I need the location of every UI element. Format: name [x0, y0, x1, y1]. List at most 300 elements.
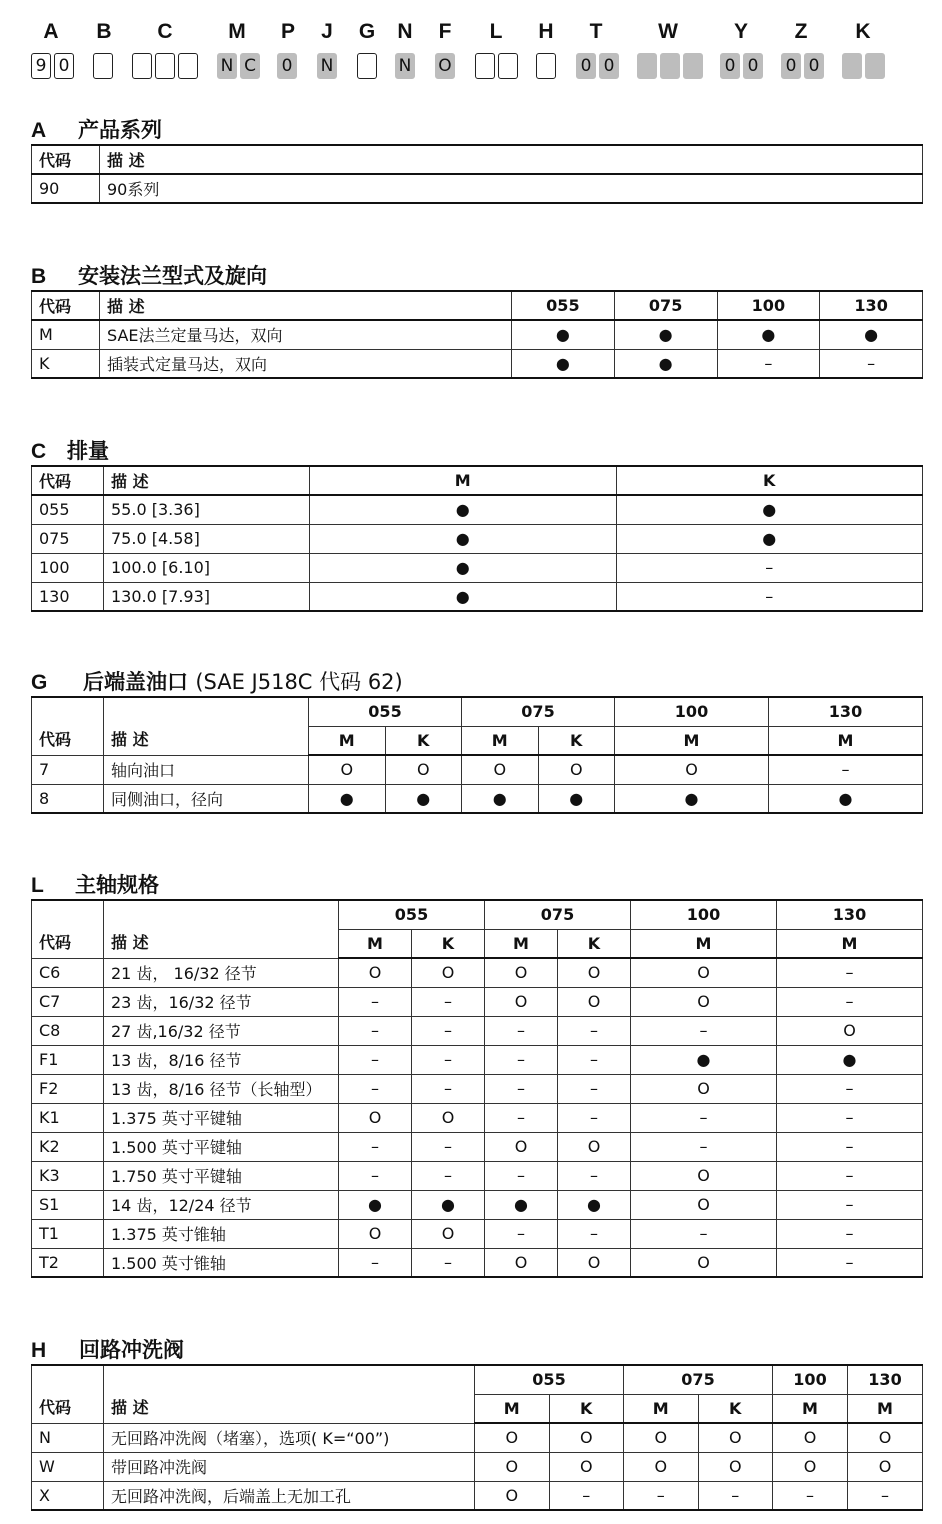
standard-option-dot: ●: [385, 784, 462, 813]
description-cell: 1.750 英寸平键轴: [104, 1161, 339, 1190]
code-cell: 0: [576, 53, 596, 79]
section-title-text: 后端盖油口: [83, 670, 188, 694]
col-subheader: M: [769, 726, 923, 755]
standard-option-dot: ●: [339, 1190, 412, 1219]
not-available-dash: –: [698, 1481, 773, 1510]
code-cell: [475, 53, 495, 79]
standard-option-dot: ●: [616, 524, 923, 553]
code-cell: N: [32, 1423, 104, 1452]
code-field: [93, 53, 113, 79]
description-cell: 130.0 [7.93]: [104, 582, 310, 611]
not-available-dash: –: [558, 1103, 631, 1132]
col-subheader: K: [412, 929, 485, 958]
col-subheader: M: [309, 726, 386, 755]
code-cell: T2: [32, 1248, 104, 1277]
standard-option-dot: ●: [412, 1190, 485, 1219]
col-header-size: 055: [475, 1365, 624, 1394]
not-available-dash: –: [558, 1016, 631, 1045]
optional-option-circle: O: [624, 1452, 699, 1481]
optional-option-circle: O: [339, 1219, 412, 1248]
optional-option-circle: O: [475, 1423, 550, 1452]
code-cell: [536, 53, 556, 79]
not-available-dash: –: [773, 1481, 848, 1510]
code-cell: K: [32, 349, 100, 378]
standard-option-dot: ●: [631, 1045, 777, 1074]
standard-option-dot: ●: [310, 582, 617, 611]
not-available-dash: –: [339, 987, 412, 1016]
code-letter: C: [157, 20, 173, 43]
optional-option-circle: O: [485, 1132, 558, 1161]
col-subheader: K: [538, 726, 615, 755]
section-a: [31, 116, 923, 204]
optional-option-circle: O: [485, 958, 558, 987]
col-header-code: 代码: [32, 900, 104, 958]
standard-option-dot: ●: [462, 784, 539, 813]
col-header-code: 代码: [32, 697, 104, 755]
not-available-dash: –: [777, 958, 923, 987]
description-cell: 21 齿， 16/32 径节: [104, 958, 339, 987]
optional-option-circle: O: [631, 1190, 777, 1219]
code-cell: [498, 53, 518, 79]
table-header-row: [32, 1365, 923, 1394]
description-cell: 1.375 英寸锥轴: [104, 1219, 339, 1248]
description-cell: 带回路冲洗阀: [104, 1452, 475, 1481]
col-subheader: K: [558, 929, 631, 958]
optional-option-circle: O: [615, 755, 769, 784]
standard-option-dot: ●: [485, 1190, 558, 1219]
standard-option-dot: ●: [777, 1045, 923, 1074]
col-subheader: K: [549, 1394, 624, 1423]
col-header-size: 055: [339, 900, 485, 929]
not-available-dash: –: [558, 1074, 631, 1103]
code-cell: 0: [599, 53, 619, 79]
col-subheader: M: [848, 1394, 923, 1423]
code-letter: K: [855, 20, 871, 43]
not-available-dash: –: [485, 1016, 558, 1045]
section-title: [31, 437, 923, 465]
optional-option-circle: O: [538, 755, 615, 784]
optional-option-circle: O: [777, 1016, 923, 1045]
code-cell: C8: [32, 1016, 104, 1045]
standard-option-dot: ●: [538, 784, 615, 813]
code-field: [637, 53, 703, 79]
code-letter: A: [43, 20, 59, 43]
code-cell: 0: [720, 53, 740, 79]
code-cell: [178, 53, 198, 79]
col-header-size: 130: [820, 291, 923, 320]
code-cell: 8: [32, 784, 104, 813]
code-cell: 90: [32, 174, 100, 203]
description-cell: 同侧油口，径向: [104, 784, 309, 813]
standard-option-dot: ●: [614, 320, 717, 349]
code-field: [842, 53, 885, 79]
code-cell: 055: [32, 495, 104, 524]
table-row: [32, 1045, 923, 1074]
not-available-dash: –: [631, 1016, 777, 1045]
code-cell: C: [240, 53, 260, 79]
not-available-dash: –: [339, 1045, 412, 1074]
code-letter: Y: [733, 20, 748, 43]
description-cell: 13 齿，8/16 径节: [104, 1045, 339, 1074]
optional-option-circle: O: [485, 987, 558, 1016]
code-cell: C6: [32, 958, 104, 987]
code-cell: F1: [32, 1045, 104, 1074]
section-letter: H: [31, 1339, 47, 1362]
col-subheader: M: [475, 1394, 550, 1423]
code-field: [435, 53, 455, 79]
optional-option-circle: O: [462, 755, 539, 784]
description-cell: 1.500 英寸平键轴: [104, 1132, 339, 1161]
col-header-size: 075: [462, 697, 615, 726]
code-cell: [357, 53, 377, 79]
col-subheader: M: [339, 929, 412, 958]
code-field: [31, 53, 74, 79]
table-row: [32, 1132, 923, 1161]
description-cell: 23 齿，16/32 径节: [104, 987, 339, 1016]
optional-option-circle: O: [475, 1452, 550, 1481]
optional-option-circle: O: [558, 958, 631, 987]
code-cell: W: [32, 1452, 104, 1481]
code-cell: 0: [277, 53, 297, 79]
optional-option-circle: O: [631, 958, 777, 987]
col-header-size: 100: [615, 697, 769, 726]
code-cell: 0: [781, 53, 801, 79]
section-title-text: 产品系列: [78, 118, 162, 142]
not-available-dash: –: [558, 1045, 631, 1074]
code-cell: [132, 53, 152, 79]
code-cell: M: [32, 320, 100, 349]
standard-option-dot: ●: [615, 784, 769, 813]
description-cell: 1.500 英寸锥轴: [104, 1248, 339, 1277]
optional-option-circle: O: [698, 1452, 773, 1481]
not-available-dash: –: [485, 1103, 558, 1132]
col-header-description: 描 述: [100, 145, 923, 174]
not-available-dash: –: [777, 1219, 923, 1248]
not-available-dash: –: [777, 987, 923, 1016]
not-available-dash: –: [820, 349, 923, 378]
not-available-dash: –: [339, 1016, 412, 1045]
not-available-dash: –: [412, 1045, 485, 1074]
optional-option-circle: O: [631, 1074, 777, 1103]
code-field: [576, 53, 619, 79]
code-cell: C7: [32, 987, 104, 1016]
code-letter: Z: [794, 20, 808, 43]
description-cell: 无回路冲洗阀（堵塞），选项( K=“00”): [104, 1423, 475, 1452]
table-row: [32, 1074, 923, 1103]
col-header-code: 代码: [32, 291, 100, 320]
optional-option-circle: O: [549, 1423, 624, 1452]
loop-flushing-valve-table: [31, 1364, 923, 1511]
code-cell: O: [435, 53, 455, 79]
description-cell: 1.375 英寸平键轴: [104, 1103, 339, 1132]
not-available-dash: –: [412, 1248, 485, 1277]
col-header-size: 100: [717, 291, 820, 320]
code-cell: T1: [32, 1219, 104, 1248]
code-letter: N: [397, 20, 413, 43]
code-cell: S1: [32, 1190, 104, 1219]
table-header-row: [32, 291, 923, 320]
col-subheader: M: [615, 726, 769, 755]
section-g: [31, 668, 923, 814]
col-header-description: 描 述: [104, 1365, 475, 1423]
not-available-dash: –: [777, 1161, 923, 1190]
code-cell: K3: [32, 1161, 104, 1190]
table-row: [32, 582, 923, 611]
optional-option-circle: O: [412, 958, 485, 987]
table-row: [32, 958, 923, 987]
code-cell: 0: [743, 53, 763, 79]
not-available-dash: –: [631, 1132, 777, 1161]
not-available-dash: –: [769, 755, 923, 784]
optional-option-circle: O: [631, 1161, 777, 1190]
table-row: [32, 553, 923, 582]
code-cell: K1: [32, 1103, 104, 1132]
section-letter: A: [31, 119, 47, 142]
section-title: [31, 116, 923, 144]
code-letter: W: [658, 20, 678, 43]
table-row: [32, 755, 923, 784]
col-header-size: 075: [624, 1365, 773, 1394]
table-row: [32, 1423, 923, 1452]
section-l: [31, 871, 923, 1278]
section-title: [31, 1336, 923, 1364]
code-cell: K2: [32, 1132, 104, 1161]
standard-option-dot: ●: [717, 320, 820, 349]
optional-option-circle: O: [631, 1248, 777, 1277]
standard-option-dot: ●: [512, 320, 615, 349]
section-title-text: 排量: [67, 439, 109, 463]
description-cell: 100.0 [6.10]: [104, 553, 310, 582]
not-available-dash: –: [616, 553, 923, 582]
section-letter: C: [31, 440, 47, 463]
optional-option-circle: O: [549, 1452, 624, 1481]
not-available-dash: –: [485, 1045, 558, 1074]
optional-option-circle: O: [773, 1452, 848, 1481]
displacement-table: [31, 465, 923, 612]
not-available-dash: –: [717, 349, 820, 378]
code-cell: [865, 53, 885, 79]
not-available-dash: –: [549, 1481, 624, 1510]
description-cell: 75.0 [4.58]: [104, 524, 310, 553]
code-field: [357, 53, 377, 79]
not-available-dash: –: [558, 1161, 631, 1190]
optional-option-circle: O: [339, 958, 412, 987]
optional-option-circle: O: [698, 1423, 773, 1452]
standard-option-dot: ●: [614, 349, 717, 378]
standard-option-dot: ●: [512, 349, 615, 378]
not-available-dash: –: [339, 1074, 412, 1103]
not-available-dash: –: [485, 1161, 558, 1190]
code-cell: [660, 53, 680, 79]
optional-option-circle: O: [848, 1423, 923, 1452]
not-available-dash: –: [631, 1103, 777, 1132]
code-letter: H: [538, 20, 554, 43]
standard-option-dot: ●: [616, 495, 923, 524]
optional-option-circle: O: [558, 1132, 631, 1161]
code-cell: 9: [31, 53, 51, 79]
not-available-dash: –: [848, 1481, 923, 1510]
table-row: [32, 1103, 923, 1132]
code-cell: 075: [32, 524, 104, 553]
col-header-size: 100: [631, 900, 777, 929]
optional-option-circle: O: [385, 755, 462, 784]
col-header-description: 描 述: [104, 900, 339, 958]
col-subheader: M: [631, 929, 777, 958]
code-field: [720, 53, 763, 79]
optional-option-circle: O: [624, 1423, 699, 1452]
code-cell: N: [217, 53, 237, 79]
description-cell: SAE法兰定量马达，双向: [100, 320, 512, 349]
code-field: [317, 53, 337, 79]
col-header-size: 130: [769, 697, 923, 726]
section-subtitle: (SAE J518C 代码 62): [195, 670, 403, 694]
table-row: [32, 1452, 923, 1481]
section-b: [31, 262, 923, 379]
end-cover-ports-table: [31, 696, 923, 814]
optional-option-circle: O: [339, 1103, 412, 1132]
col-subheader: M: [777, 929, 923, 958]
section-letter: L: [31, 874, 44, 897]
code-cell: [93, 53, 113, 79]
product-series-table: [31, 144, 923, 204]
standard-option-dot: ●: [310, 495, 617, 524]
not-available-dash: –: [777, 1132, 923, 1161]
optional-option-circle: O: [309, 755, 386, 784]
col-header-size: 075: [485, 900, 631, 929]
section-h: [31, 1336, 923, 1511]
table-header-row: [32, 900, 923, 929]
section-title: [31, 668, 923, 696]
not-available-dash: –: [777, 1190, 923, 1219]
col-header-variant: K: [616, 466, 923, 495]
code-letter: P: [280, 20, 295, 43]
optional-option-circle: O: [558, 1248, 631, 1277]
description-cell: 插装式定量马达，双向: [100, 349, 512, 378]
table-header-row: [32, 697, 923, 726]
not-available-dash: –: [624, 1481, 699, 1510]
table-row: [32, 1016, 923, 1045]
table-row: [32, 495, 923, 524]
not-available-dash: –: [616, 582, 923, 611]
optional-option-circle: O: [412, 1219, 485, 1248]
optional-option-circle: O: [475, 1481, 550, 1510]
not-available-dash: –: [777, 1074, 923, 1103]
col-subheader: M: [462, 726, 539, 755]
section-letter: B: [31, 265, 47, 288]
not-available-dash: –: [412, 1016, 485, 1045]
code-letter: F: [438, 20, 452, 43]
section-title-text: 主轴规格: [75, 873, 159, 897]
not-available-dash: –: [777, 1103, 923, 1132]
not-available-dash: –: [412, 987, 485, 1016]
col-header-code: 代码: [32, 145, 100, 174]
section-c: [31, 437, 923, 612]
standard-option-dot: ●: [769, 784, 923, 813]
optional-option-circle: O: [773, 1423, 848, 1452]
code-field: [395, 53, 415, 79]
code-field: [475, 53, 518, 79]
code-cell: 0: [54, 53, 74, 79]
optional-option-circle: O: [558, 987, 631, 1016]
standard-option-dot: ●: [309, 784, 386, 813]
code-cell: 100: [32, 553, 104, 582]
description-cell: 轴向油口: [104, 755, 309, 784]
standard-option-dot: ●: [310, 524, 617, 553]
code-letter: G: [358, 20, 376, 43]
not-available-dash: –: [412, 1074, 485, 1103]
code-cell: F2: [32, 1074, 104, 1103]
code-cell: N: [395, 53, 415, 79]
not-available-dash: –: [339, 1161, 412, 1190]
optional-option-circle: O: [631, 987, 777, 1016]
shaft-options-table: [31, 899, 923, 1278]
col-subheader: K: [698, 1394, 773, 1423]
col-header-variant: M: [310, 466, 617, 495]
col-subheader: M: [624, 1394, 699, 1423]
code-letter: M: [228, 20, 246, 43]
col-header-size: 055: [309, 697, 462, 726]
col-header-code: 代码: [32, 1365, 104, 1423]
code-letter: T: [589, 20, 603, 43]
standard-option-dot: ●: [558, 1190, 631, 1219]
code-cell: 130: [32, 582, 104, 611]
description-cell: 13 齿，8/16 径节（长轴型）: [104, 1074, 339, 1103]
code-letter: J: [321, 20, 333, 43]
not-available-dash: –: [485, 1219, 558, 1248]
standard-option-dot: ●: [310, 553, 617, 582]
code-cell: [842, 53, 862, 79]
not-available-dash: –: [631, 1219, 777, 1248]
description-cell: 27 齿,16/32 径节: [104, 1016, 339, 1045]
table-row: [32, 1161, 923, 1190]
standard-option-dot: ●: [820, 320, 923, 349]
col-header-description: 描 述: [100, 291, 512, 320]
description-cell: 无回路冲洗阀，后端盖上无加工孔: [104, 1481, 475, 1510]
optional-option-circle: O: [412, 1103, 485, 1132]
description-cell: 14 齿，12/24 径节: [104, 1190, 339, 1219]
section-title-text: 安装法兰型式及旋向: [78, 264, 267, 288]
col-header-size: 130: [848, 1365, 923, 1394]
not-available-dash: –: [777, 1248, 923, 1277]
code-field: [536, 53, 556, 79]
table-row: [32, 1248, 923, 1277]
not-available-dash: –: [485, 1074, 558, 1103]
table-row: [32, 1481, 923, 1510]
code-cell: X: [32, 1481, 104, 1510]
not-available-dash: –: [339, 1248, 412, 1277]
code-cell: [155, 53, 175, 79]
description-cell: 90系列: [100, 174, 923, 203]
col-subheader: M: [773, 1394, 848, 1423]
code-cell: [637, 53, 657, 79]
code-field: [217, 53, 260, 79]
section-title-text: 回路冲洗阀: [79, 1338, 184, 1362]
code-letter: L: [489, 20, 503, 43]
table-row: [32, 1190, 923, 1219]
code-field: [781, 53, 824, 79]
col-header-size: 130: [777, 900, 923, 929]
table-row: [32, 524, 923, 553]
col-subheader: K: [385, 726, 462, 755]
col-header-size: 100: [773, 1365, 848, 1394]
section-title: [31, 871, 923, 899]
table-header-row: [32, 466, 923, 495]
col-header-description: 描 述: [104, 697, 309, 755]
not-available-dash: –: [412, 1132, 485, 1161]
optional-option-circle: O: [485, 1248, 558, 1277]
model-code-letters: [0, 20, 942, 46]
table-row: [32, 349, 923, 378]
